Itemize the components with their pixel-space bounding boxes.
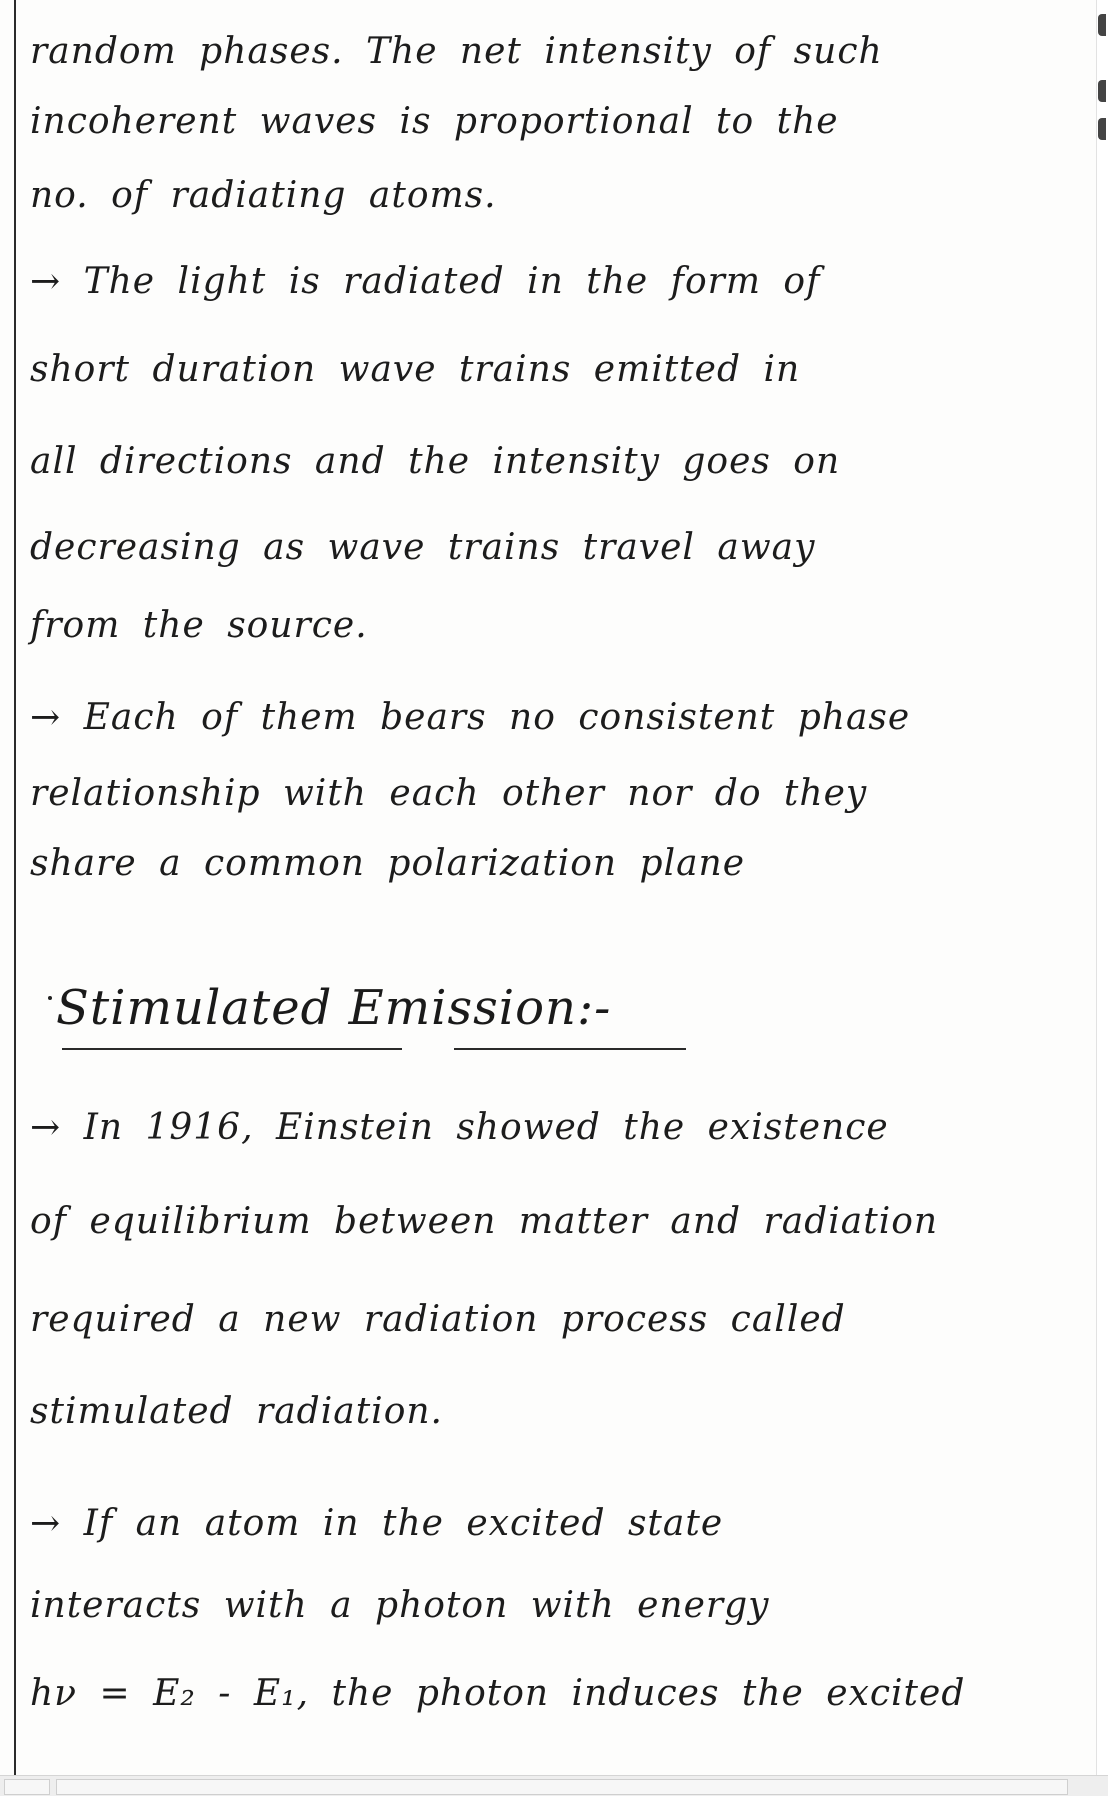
note-line-8: from the source.: [30, 605, 368, 646]
note-line-10: relationship with each other nor do they: [30, 773, 868, 814]
note-line-13: of equilibrium between matter and radiation: [30, 1201, 939, 1242]
page-tab-marker: [1098, 14, 1106, 36]
right-edge-strip: [1096, 0, 1108, 1795]
note-line-2: incoherent waves is proportional to the: [30, 101, 839, 142]
heading-underline-2: [454, 1048, 686, 1050]
bottom-toolbar: [0, 1775, 1108, 1796]
note-line-17: interacts with a photon with energy: [30, 1585, 770, 1626]
page-tab-marker: [1098, 80, 1106, 102]
note-line-18: hν = E₂ - E₁, the photon induces the excited: [30, 1673, 966, 1714]
note-line-15: stimulated radiation.: [30, 1391, 443, 1432]
margin-line: [14, 0, 16, 1775]
page-tab-marker: [1098, 118, 1106, 140]
note-line-12: → In 1916, Einstein showed the existence: [30, 1107, 889, 1148]
note-line-5: short duration wave trains emitted in: [30, 349, 801, 390]
note-line-7: decreasing as wave trains travel away: [30, 527, 816, 568]
note-line-1: random phases. The net intensity of such: [30, 31, 883, 72]
note-line-14: required a new radiation process called: [30, 1299, 846, 1340]
heading-bullet: [48, 996, 52, 1000]
horizontal-scrollbar[interactable]: [56, 1779, 1068, 1795]
note-line-16: → If an atom in the excited state: [30, 1503, 724, 1544]
note-line-4: → The light is radiated in the form of: [30, 261, 821, 302]
note-line-3: no. of radiating atoms.: [30, 175, 497, 216]
note-line-9: → Each of them bears no consistent phase: [30, 697, 911, 738]
note-line-11: share a common polarization plane: [30, 843, 746, 884]
section-heading: Stimulated Emission:-: [56, 980, 612, 1036]
heading-underline-1: [62, 1048, 402, 1050]
note-line-6: all directions and the intensity goes on: [30, 441, 841, 482]
bottom-toolbar-segment: [4, 1779, 50, 1795]
